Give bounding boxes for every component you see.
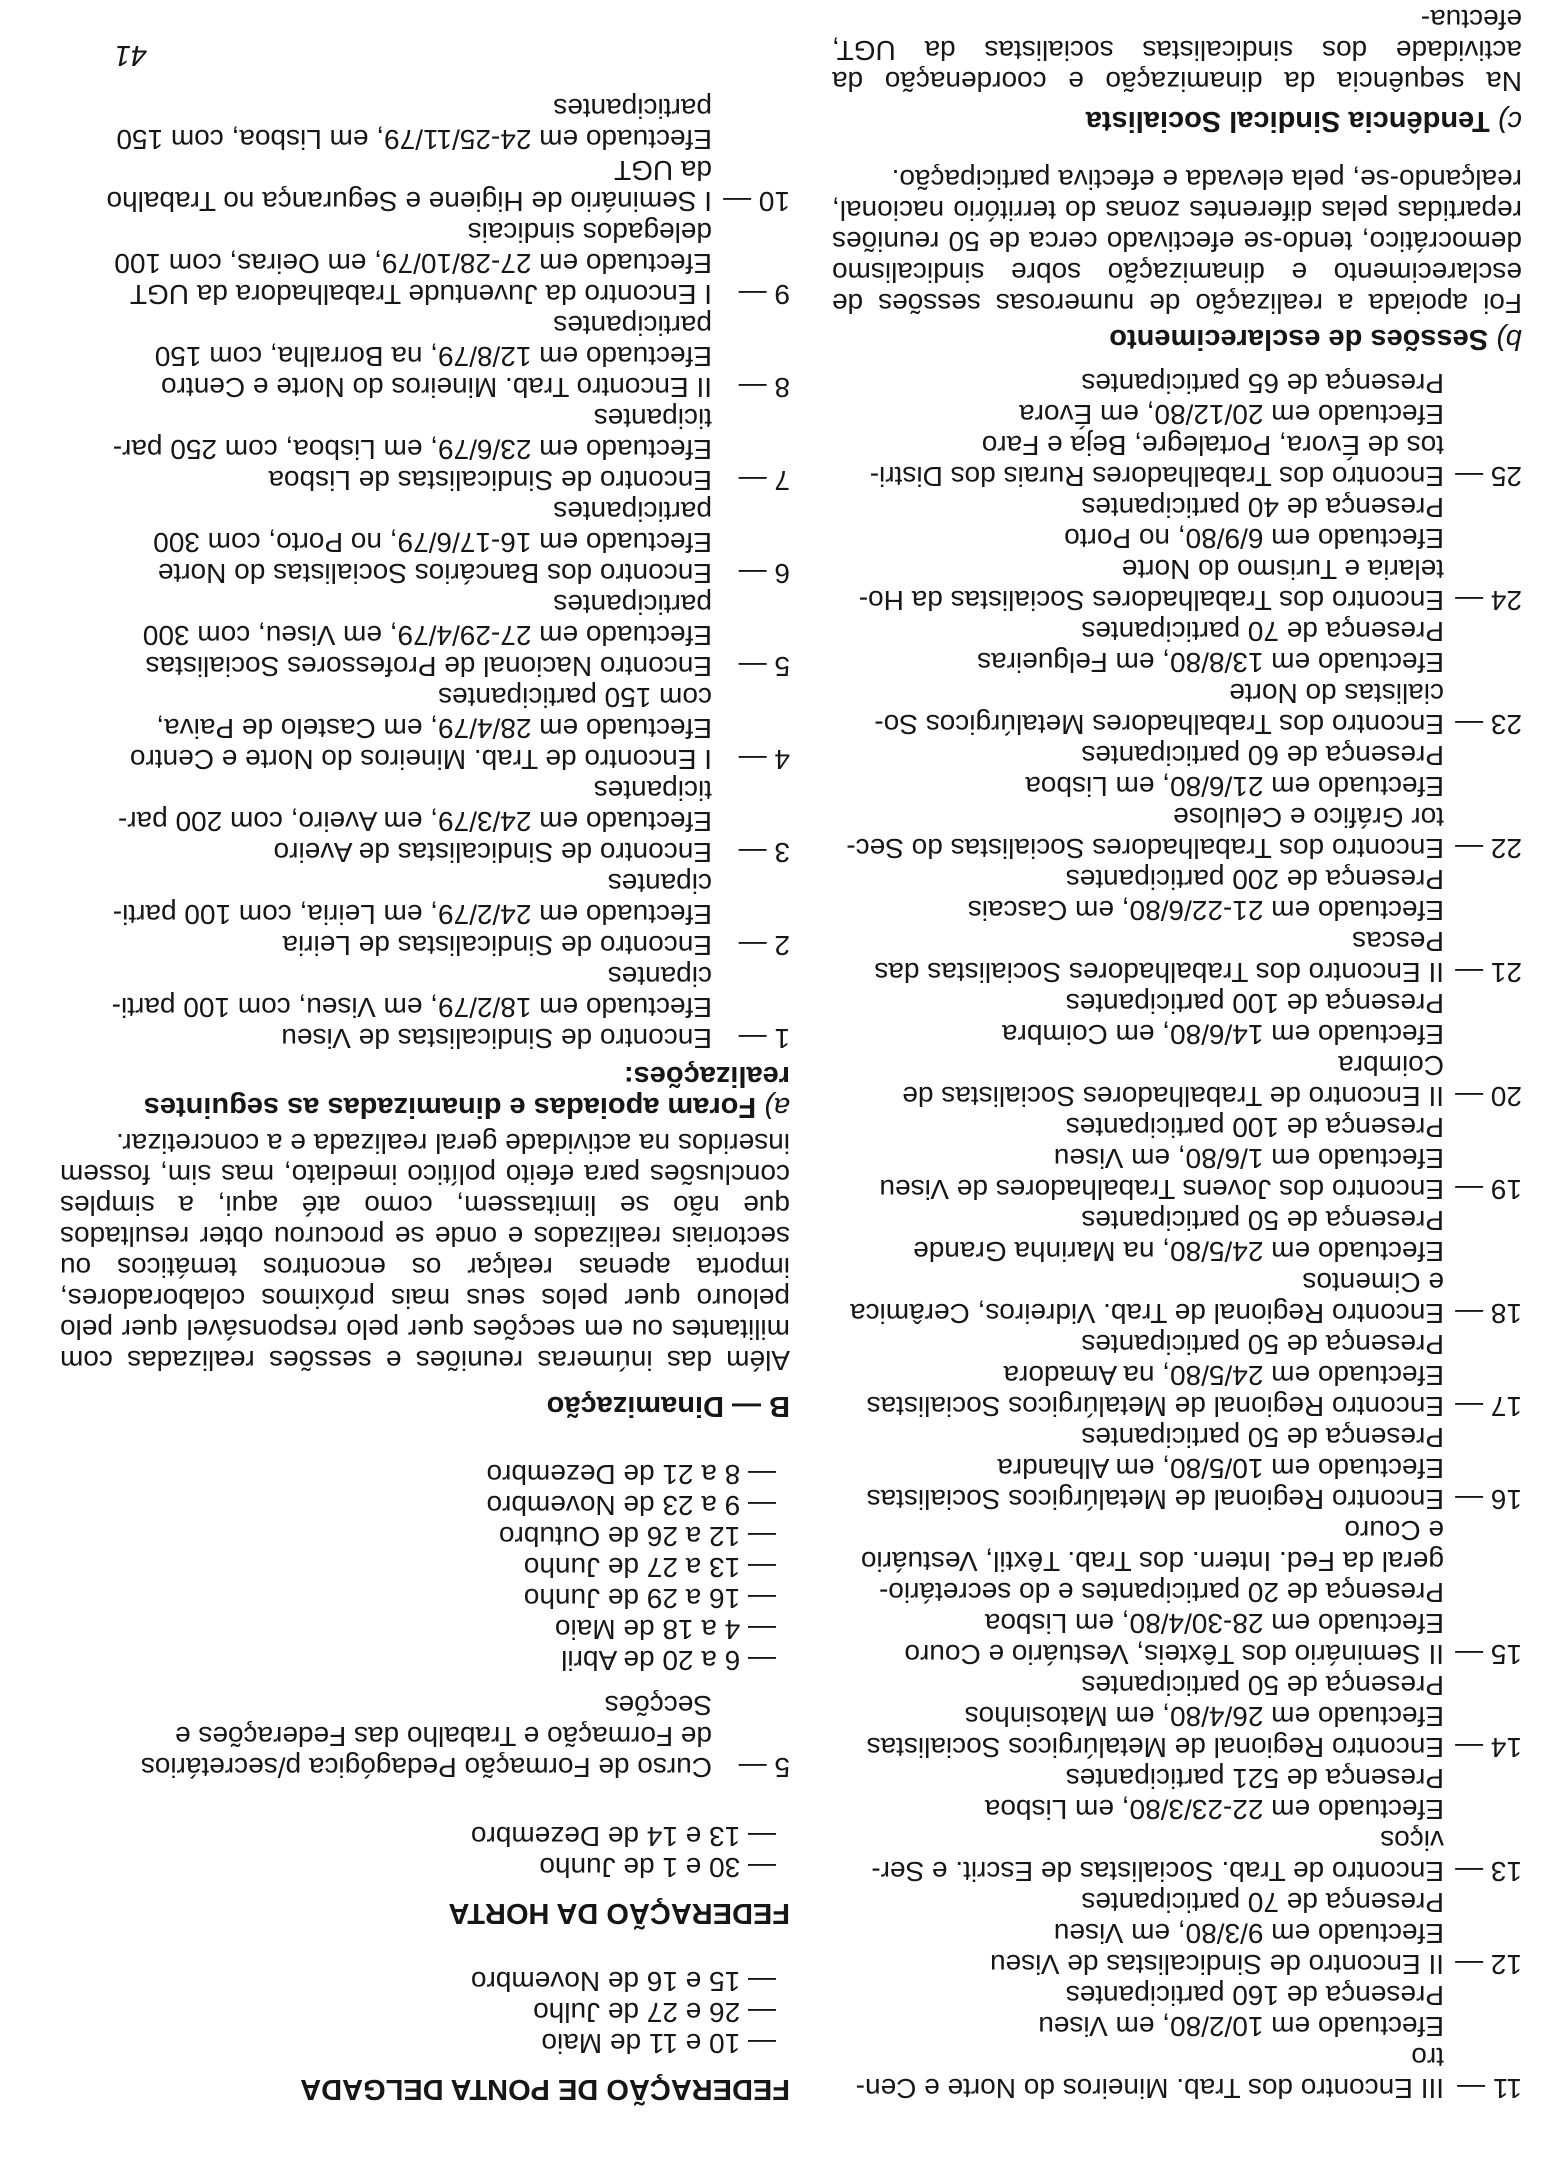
entry-line: Encontro Regional de Trab. Vidreiros, Cerâmica [849,1298,1444,1329]
entry-line: I Encontro de Trab. Mineiros do Norte e Centro [129,744,712,775]
entry-line: ticipantes [593,403,712,434]
event-number: 18 — [1455,1298,1522,1329]
entry-line: tos de Évora, Portalegre, Beja e Faro [981,430,1444,461]
date-item: — 13 a 27 de Junho [523,1552,776,1583]
entry-line: Encontro Nacional de Professores Socialistas [145,651,712,682]
subsection-b-heading [832,323,1522,354]
entry-line: cialistas do Norte [1229,678,1444,709]
entry-line: Efectuado em 22-23/3/80, em Lisboa [984,1794,1444,1825]
page-number: 41 [114,39,147,71]
entry-line: Presença de 100 participantes [1065,988,1444,1019]
event-number: 25 — [1455,461,1522,492]
entry-line: da UGT [613,155,712,186]
event-details [832,1670,1444,1763]
entry-line: Presença de 50 participantes [1081,1422,1444,1453]
event-entry [832,1515,1522,1670]
entry-line: Efectuado em 27-29/4/79, em Viseu, com 300 [142,620,712,651]
date-item: — 12 a 26 de Outubro [498,1521,776,1552]
entry-line: cipantes [607,961,712,992]
course-number: 5 — [738,1752,790,1783]
subsection-a-marker: a) [764,1091,790,1123]
event-number: 12 — [1455,1949,1522,1980]
subsection-b-marker: b) [1496,323,1522,355]
subsection-b-title: Sessões de esclarecimento [1109,323,1489,355]
subsection-c-heading [832,105,1522,136]
event-entry [60,961,790,1054]
event-details [60,868,712,961]
entry-line: Curso de Formação Pedagógica p/secretários [140,1752,712,1783]
entry-line: participantes [553,496,712,527]
column-federations-and-dinamizacao [60,93,790,2104]
date-item: — 15 e 16 de Novembro [470,1966,776,1997]
course-title [60,1690,712,1783]
entry-line: Encontro de Sindicalistas de Leiria [282,930,712,961]
entry-line: Encontro de Sindicalistas de Aveiro [273,837,712,868]
entry-line: ticipantes [593,775,712,806]
event-details [60,93,712,217]
event-number: 16 — [1455,1484,1522,1515]
entry-line: Efectuado em 18/2/79, em Viseu, com 100 parti- [111,992,712,1023]
event-entry [60,496,790,589]
event-number: 20 — [1455,1081,1522,1112]
entry-line: Efectuado em 24-25/11/79, em Lisboa, com 150 [116,124,712,155]
entry-line: viços [1380,1825,1444,1856]
event-number: 11 — [1457,2073,1522,2104]
entry-line: II Encontro de Trabalhadores Socialistas de [902,1081,1444,1112]
entry-line: participantes [553,589,712,620]
event-details [832,1887,1444,1980]
event-number: 21 — [1455,957,1522,988]
event-entry [832,492,1522,616]
entry-line: Encontro Regional de Metalúrgicos Socialistas [866,1484,1444,1515]
entry-line: Efectuado em 10/5/80, em Alhandra [997,1453,1444,1484]
entry-line: Encontro dos Jovens Trabalhadores de Viseu [879,1174,1444,1205]
event-entry [60,93,790,217]
event-entry [60,217,790,310]
entry-line: de Formação e Trabalho das Federações e [175,1721,712,1752]
event-details [60,310,712,403]
entry-line: Efectuado em 23/6/79, em Lisboa, com 250 par- [112,434,712,465]
event-details [60,589,712,682]
entry-line: Efectuado em 20/12/80, em Évora [1019,399,1444,430]
event-number: 14 — [1455,1732,1522,1763]
event-entry [832,1980,1522,2104]
event-entry [60,310,790,403]
entry-line: e Couro [1344,1515,1444,1546]
date-item: — 10 e 11 de Maio [541,2028,776,2059]
event-entry [60,868,790,961]
course-dates [60,1459,790,1676]
heading-ponta-delgada: FEDERAÇÃO DE PONTA DELGADA [300,2073,790,2105]
event-number: 5 — [738,651,790,682]
events-list-1-10 [60,93,790,1054]
entry-line: II Encontro Trab. Mineiros do Norte e Centro [161,372,712,403]
event-number: 7 — [738,465,790,496]
entry-line: Presença de 160 participantes [1065,1980,1444,2011]
event-details [60,961,712,1054]
subsection-a-title: Foram apoiadas e dinamizadas as seguintes realizações: [143,1060,790,1123]
event-details [832,1515,1444,1670]
event-details [60,496,712,589]
entry-line: Encontro dos Trabalhadores Socialistas da Ho- [858,585,1444,616]
entry-line: Efectuado em 21-22/6/80, em Cascais [967,895,1444,926]
entry-line: Efectuado em 27-28/10/79, em Oeiras, com 100 [114,248,712,279]
entry-line: com 150 participantes [438,682,712,713]
event-entry [60,403,790,496]
date-item: — 4 a 18 de Maio [554,1614,776,1645]
event-number: 9 — [738,279,790,310]
event-entry [60,589,790,682]
entry-line: Efectuado em 24/5/80, na Marinha Grande [913,1236,1444,1267]
event-entry [832,864,1522,988]
event-details [832,492,1444,616]
entry-line: cipantes [607,868,712,899]
date-item: — 30 e 1 de Junho [539,1852,776,1883]
entry-line: telaria e Turismo do Norte [1121,554,1444,585]
entry-line: Presença de 521 participantes [1065,1763,1444,1794]
entry-line: Presença de 70 participantes [1081,616,1444,647]
event-number: 1 — [738,1023,790,1054]
entry-line: Efectuado em 1/6/80, em Viseu [1053,1143,1444,1174]
entry-line: Presença de 20 participantes e do secretário- [879,1577,1444,1608]
course-entry [60,1690,790,1783]
entry-line: Efectuado em 28/4/79, em Castelo de Paiva, [156,713,712,744]
entry-line: Encontro de Sindicalistas de Viseu [281,1023,712,1054]
entry-line: Pescas [1352,926,1444,957]
entry-line: Efectuado em 24/3/79, em Aveiro, com 200 par- [117,806,712,837]
dinamizacao-intro: Além das inúmeras reuniões e sessões realizadas com militantes ou em secções quer pelo responsável quer pelo pelouro quer pelos seus mais próximos colaboradores, importa apenas realçar os encontros temáticos ou sectoriais realizados e onde se procurou obter resultados que não se limitassem, como até aqui, a simples conclusões para efeito político imediato, mas sim, fossem inseridos na actividade geral realizada e a concretizar. [60,1128,790,1376]
entry-line: Encontro dos Trabalhadores Socialistas do Sec- [846,833,1444,864]
entry-line: Encontro dos Trabalhadores Rurais dos Distri- [869,461,1444,492]
entry-line: Efectuado em 10/2/80, em Viseu [1038,2011,1444,2042]
event-number: 10 — [723,186,790,217]
event-number: 3 — [738,837,790,868]
event-details [832,1329,1444,1422]
entry-line: Presença de 50 participantes [1081,1329,1444,1360]
event-entry [832,1887,1522,1980]
event-details [60,682,712,775]
entry-line: tro [1411,2042,1444,2073]
event-number: 22 — [1455,833,1522,864]
entry-line: Encontro de Sindicalistas de Lisboa [268,465,712,496]
event-entry [832,368,1522,492]
date-item: — 6 a 20 de Abril [561,1645,776,1676]
event-number: 19 — [1455,1174,1522,1205]
entry-line: Efectuado em 26/4/80, em Matosinhos [964,1701,1444,1732]
event-entry [832,1670,1522,1763]
event-entry [832,616,1522,740]
event-number: 17 — [1455,1391,1522,1422]
subsection-b-text: Foi apoiada a realização de numerosas sessões de esclarecimento e dinamização sobre sindicalismo democrático, tendo-se efectivado cerca de 50 reuniões repartidas pelas diferentes zonas do território nacional, realçando-se, pela elevada e efectiva participação. [832,164,1522,319]
event-details [60,217,712,310]
event-details [832,1763,1444,1887]
event-entry [832,1329,1522,1422]
event-details [832,740,1444,864]
entry-line: e Cimentos [1302,1267,1444,1298]
event-details [60,775,712,868]
event-entry [832,740,1522,864]
event-details [832,616,1444,740]
entry-line: Encontro Regional de Metalúrgicos Socialistas [866,1391,1444,1422]
event-details [832,1980,1444,2104]
entry-line: Encontro de Trab. Socialistas de Escrit. e Ser- [871,1856,1444,1887]
event-number: 23 — [1455,709,1522,740]
subsection-a-heading [60,1060,790,1122]
subsection-c-title: Tendência Sindical Socialista [1085,105,1490,137]
date-item: — 9 a 23 de Novembro [486,1490,776,1521]
entry-line: Efectuado em 28-30/4/80, em Lisboa [984,1608,1444,1639]
event-entry [832,1763,1522,1887]
entry-line: Encontro dos Bancários Socialistas do Norte [157,558,712,589]
column-events-11-25 [832,0,1522,2104]
horta-dates [60,1821,790,1883]
subsection-c-marker: c) [1497,105,1522,137]
event-number: 24 — [1455,585,1522,616]
entry-line: Presença de 65 participantes [1081,368,1444,399]
event-entry [60,775,790,868]
date-item: — 16 a 29 de Junho [523,1583,776,1614]
entry-line: Presença de 70 participantes [1081,1887,1444,1918]
entry-line: II Seminário dos Têxteis, Vestuário e Couro [904,1639,1444,1670]
entry-line: Efectuado em 13/8/80, em Felgueiras [977,647,1444,678]
event-entry [832,1205,1522,1329]
entry-line: Presença de 50 participantes [1081,1670,1444,1701]
entry-line: Efectuado em 24/2/79, em Leiria, com 100 parti- [112,899,712,930]
event-details [832,864,1444,988]
entry-line: Secções [604,1690,712,1721]
heading-dinamizacao: B — Dinamização [546,1390,790,1422]
entry-line: I Encontro da Juventude Trabalhadora da UGT [129,279,712,310]
entry-line: Efectuado em 14/6/80, em Coimbra [1001,1019,1444,1050]
entry-line: III Encontro dos Trab. Mineiros do Norte e Cen- [855,2073,1444,2104]
event-number: 4 — [738,744,790,775]
event-entry [832,988,1522,1112]
entry-line: tor Gráfico e Celulose [1173,802,1444,833]
event-number: 6 — [738,558,790,589]
entry-line: delegados sindicais [467,217,712,248]
entry-line: Presença de 100 participantes [1065,1112,1444,1143]
date-item: — 13 e 14 de Dezembro [470,1821,776,1852]
entry-line: Efectuado em 21/6/80, em Lisboa [1025,771,1444,802]
entry-line: Presença de 50 participantes [1081,1205,1444,1236]
entry-line: II Encontro de Sindicalistas de Viseu [990,1949,1444,1980]
entry-line: Encontro dos Trabalhadores Metalúrgicos So- [874,709,1444,740]
subsection-c-text: Na sequência da dinamização e coordenação da actividade dos sindicalistas socialistas da UGT, efectua- [832,4,1522,97]
date-item: — 8 a 21 de Dezembro [486,1459,776,1490]
event-details [60,403,712,496]
entry-line: Presença de 60 participantes [1081,740,1444,771]
entry-line: participantes [553,310,712,341]
entry-line: geral da Fed. Intern. dos Trab. Têxtil, Vestuário [860,1546,1444,1577]
entry-line: I Seminário de Higiene e Segurança no Trabalho [106,186,712,217]
entry-line: Efectuado em 9/3/80, em Viseu [1053,1918,1444,1949]
events-list-11-25 [832,368,1522,2104]
heading-horta: FEDERAÇÃO DA HORTA [448,1897,790,1929]
entry-line: Presença de 200 participantes [1065,864,1444,895]
ponta-delgada-dates [60,1966,790,2059]
entry-line: Coimbra [1338,1050,1444,1081]
date-item: — 26 e 27 de Julho [533,1997,776,2028]
event-entry [60,682,790,775]
event-number: 13 — [1455,1856,1522,1887]
entry-line: Efectuado em 24/5/80, na Amadora [1003,1360,1444,1391]
entry-line: II Encontro dos Trabalhadores Socialistas das [874,957,1444,988]
entry-line: Presença de 40 participantes [1081,492,1444,523]
entry-line: participantes [553,93,712,124]
entry-line: Efectuado em 12/8/79, na Borralha, com 150 [154,341,712,372]
event-number: 8 — [738,372,790,403]
event-details [832,368,1444,492]
entry-line: Efectuado em 16-17/6/79, no Porto, com 300 [153,527,712,558]
event-details [832,1422,1444,1515]
event-details [832,988,1444,1112]
event-number: 15 — [1455,1639,1522,1670]
event-entry [832,1422,1522,1515]
event-details [832,1205,1444,1329]
event-details [832,1112,1444,1205]
event-entry [832,1112,1522,1205]
event-number: 2 — [738,930,790,961]
entry-line: Efectuado em 6/9/80, no Porto [1064,523,1444,554]
entry-line: Encontro Regional de Metalúrgicos Socialistas [866,1732,1444,1763]
